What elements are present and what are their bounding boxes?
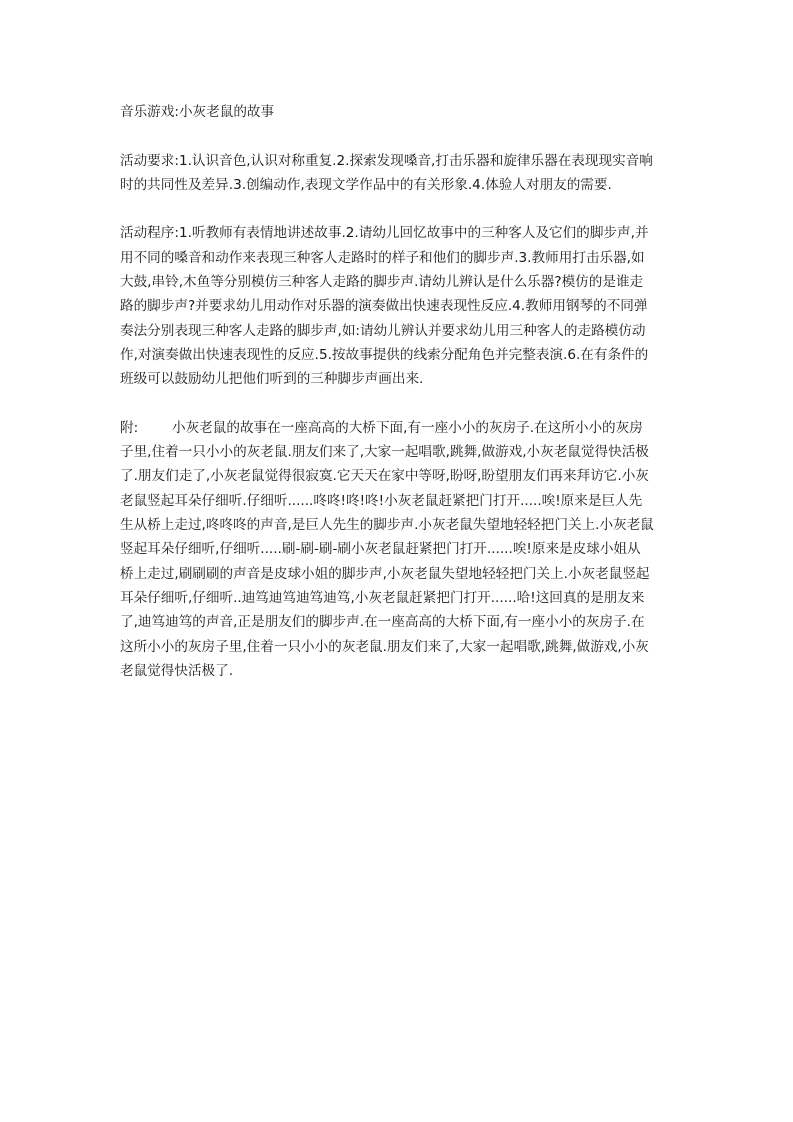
paragraph-line: 生从桥上走过,咚咚咚的声音,是巨人先生的脚步声.小灰老鼠失望地轻轻把门关上.小灰老鼠 [120,517,654,534]
paragraph-line: 了,迪笃迪笃的声音,正是朋友们的脚步声.在一座高高的大桥下面,有一座小小的灰房子.在 [120,614,645,631]
paragraph-line: 桥上走过,刷刷刷的声音是皮球小姐的脚步声,小灰老鼠失望地轻轻把门关上.小灰老鼠竖起 [120,565,650,582]
paragraph-line: 作,对演奏做出快速表现性的反应.5.按故事提供的线索分配角色并完整表演.6.在有条件的 [120,346,649,363]
document-title: 音乐游戏:小灰老鼠的故事 [120,104,275,120]
document-page [120,100,676,683]
paragraph-line: 大鼓,串铃,木鱼等分别模仿三种客人走路的脚步声.请幼儿辨认是什么乐器?模仿的是谁走 [120,274,644,291]
appendix-paragraph [120,416,676,683]
paragraph-line: 时的共同性及差异.3.创编动作,表现文学作品中的有关形象.4.体验人对朋友的需要. [120,176,612,193]
paragraph-line: 活动要求:1.认识音色,认识对称重复.2.探索发现嗓音,打击乐器和旋律乐器在表现现实音响 [120,152,653,169]
spacer [120,124,676,148]
paragraph-line [120,416,676,440]
appendix-first-line: 小灰老鼠的故事在一座高高的大桥下面,有一座小小的灰房子.在这所小小的灰房 [172,419,643,436]
paragraph-line: 子里,住着一只小小的灰老鼠.朋友们来了,大家一起唱歌,跳舞,做游戏,小灰老鼠觉得快活极 [120,444,649,461]
paragraph-line: 耳朵仔细听,仔细听..迪笃迪笃迪笃迪笃,小灰老鼠赶紧把门打开......哈!这回真的是朋友来 [120,589,645,606]
paragraph-line: 竖起耳朵仔细听,仔细听.....刷-刷-刷-刷小灰老鼠赶紧把门打开......唉!原来是皮球小姐从 [120,541,641,558]
paragraph-line: 这所小小的灰房子里,住着一只小小的灰老鼠.朋友们来了,大家一起唱歌,跳舞,做游戏,小灰 [120,638,649,655]
paragraph-line: 奏法分别表现三种客人走路的脚步声,如:请幼儿辨认并要求幼儿用三种客人的走路模仿动 [120,322,646,339]
paragraph-line: 班级可以鼓励幼儿把他们听到的三种脚步声画出来. [120,371,424,388]
paragraph-line: 用不同的嗓音和动作来表现三种客人走路时的样子和他们的脚步声.3.教师用打击乐器,如 [120,249,645,266]
paragraph-line: 路的脚步声?并要求幼儿用动作对乐器的演奏做出快速表现性反应.4.教师用钢琴的不同弹 [120,298,648,315]
paragraph-line: 了.朋友们走了,小灰老鼠觉得很寂寞.它天天在家中等呀,盼呀,盼望朋友们再来拜访它.小灰 [120,468,649,485]
spacer [120,197,676,221]
paragraph-line: 活动程序:1.听教师有表情地讲述故事.2.请幼儿回忆故事中的三种客人及它们的脚步声,并 [120,225,649,242]
appendix-label: 附: [120,419,139,436]
procedure-paragraph [120,221,676,391]
requirements-paragraph [120,149,676,198]
paragraph-line: 老鼠竖起耳朵仔细听.仔细听......咚咚!咚!咚!小灰老鼠赶紧把门打开.....唉!原来是巨人先 [120,492,643,509]
paragraph-line: 老鼠觉得快活极了. [120,662,234,679]
spacer [120,392,676,416]
